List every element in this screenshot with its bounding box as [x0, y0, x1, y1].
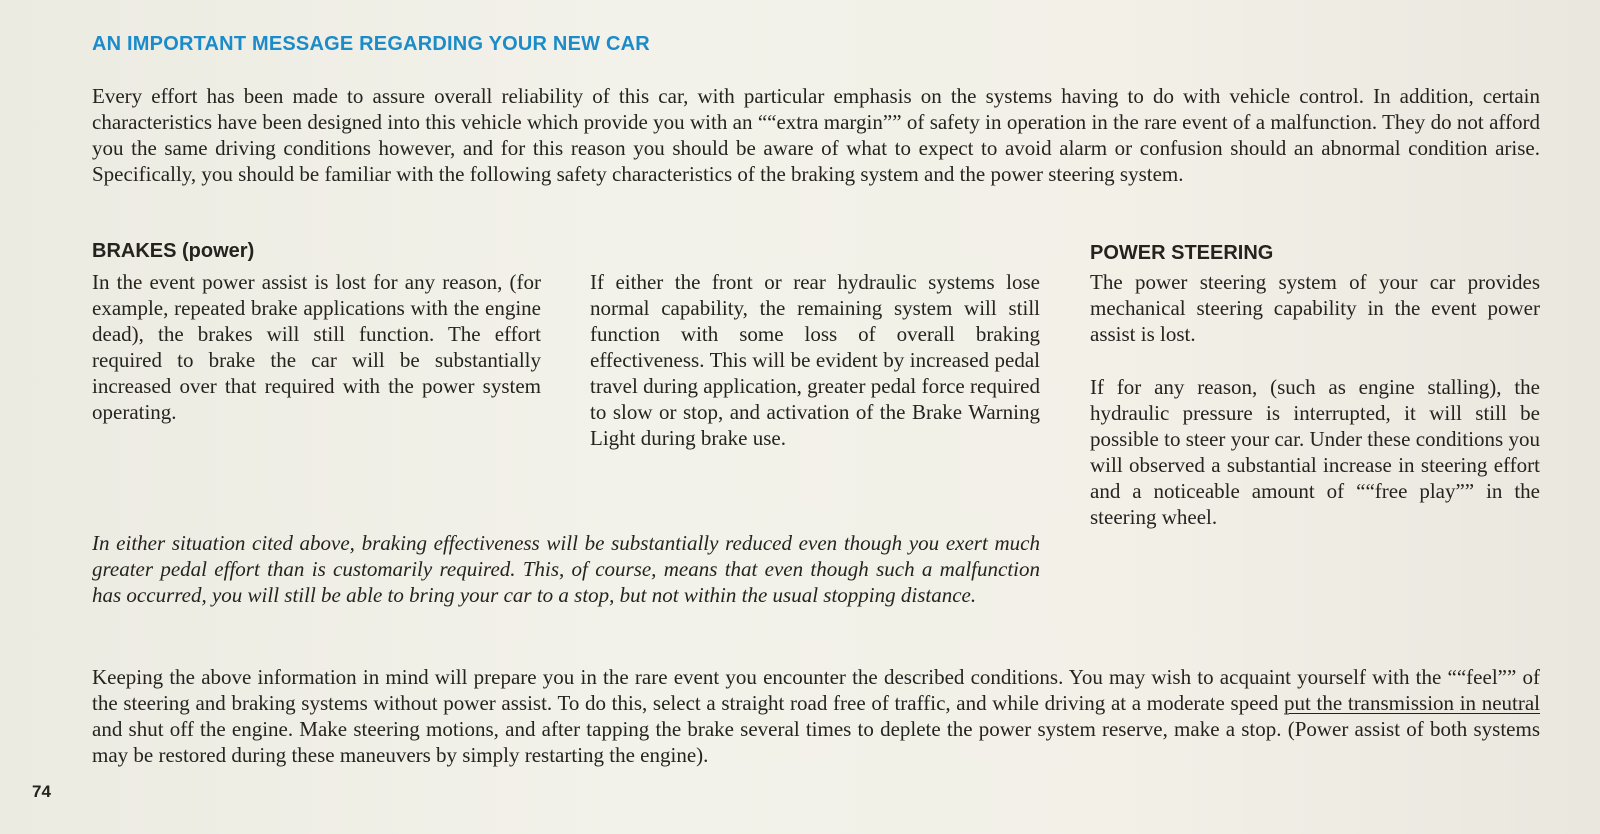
brakes-heading: BRAKES (power)	[92, 240, 255, 262]
brakes-paragraph-power-assist: In the event power assist is lost for any reason, (for example, repeated brake applications with the engine dead), the brakes will still function. The effort required to brake the car will be substantially increased over that required with the power system operating.	[92, 270, 541, 424]
page-title: AN IMPORTANT MESSAGE REGARDING YOUR NEW CAR	[92, 33, 650, 55]
closing-underlined-instruction: put the transmission in neutral	[1284, 691, 1540, 715]
brakes-italic-note: In either situation cited above, braking effectiveness will be substantially reduced even though you exert much greater pedal effort than is customarily required. This, of course, means that even though such a malfunction has occurred, you will still be able to bring your car to a stop, but not within the usual stopping distance.	[92, 531, 1040, 607]
closing-text-end: and shut off the engine. Make steering motions, and after tapping the brake several times to deplete the power system reserve, make a stop. (Power assist of both systems may be restored during these maneuvers by simply restarting the engine).	[92, 717, 1540, 767]
closing-paragraph	[92, 664, 1540, 768]
steering-paragraph-mechanical: The power steering system of your car provides mechanical steering capability in the event power assist is lost.	[1090, 270, 1540, 346]
power-steering-heading: POWER STEERING	[1090, 242, 1274, 264]
closing-text-start: Keeping the above information in mind will prepare you in the rare event you encounter the described conditions. You may wish to acquaint yourself with the ““feel”” of the steering and braking systems without power assist. To do this, select a straight road free of traffic, and while driving at a moderate speed	[92, 665, 1540, 715]
steering-paragraph-hydraulic: If for any reason, (such as engine stalling), the hydraulic pressure is interrupted, it will still be possible to steer your car. Under these conditions you will observed a substantial increase in steering effort and a noticeable amount of ““free play”” in the steering wheel.	[1090, 375, 1540, 529]
intro-paragraph: Every effort has been made to assure overall reliability of this car, with particular emphasis on the systems having to do with vehicle control. In addition, certain characteristics have been designed into this vehicle which provide you with an ““extra margin”” of safety in operation in the rare event of a malfunction. They do not afford you the same driving conditions however, and for this reason you should be aware of what to expect to avoid alarm or confusion should an abnormal condition arise. Specifically, you should be familiar with the following safety characteristics of the braking system and the power steering system.	[92, 84, 1540, 186]
brakes-paragraph-hydraulic: If either the front or rear hydraulic systems lose normal capability, the remaining system will still function with some loss of overall braking effectiveness. This will be evident by increased pedal travel during application, greater pedal force required to slow or stop, and activation of the Brake Warning Light during brake use.	[590, 270, 1040, 450]
page-number: 74	[32, 782, 51, 801]
